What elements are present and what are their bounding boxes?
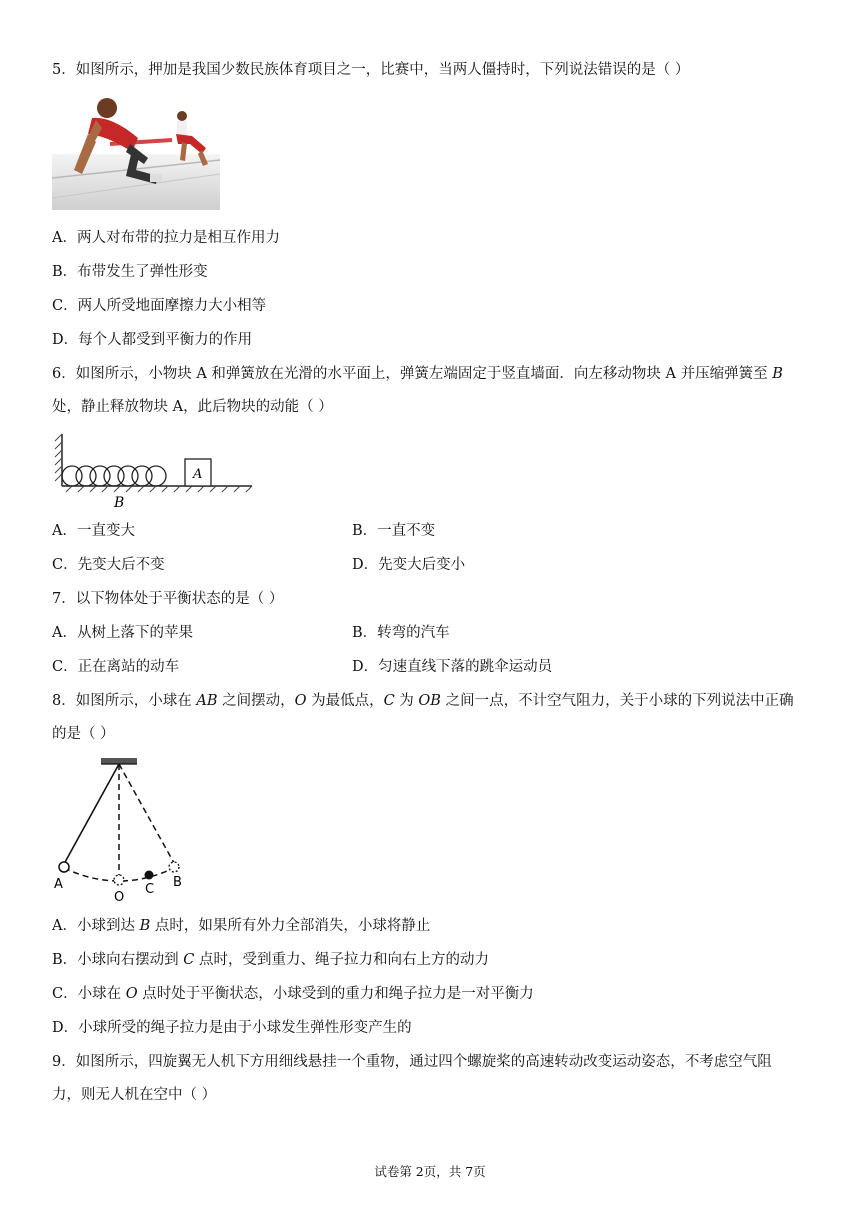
point-b-label: B <box>114 495 125 510</box>
ball-at-b <box>169 862 179 872</box>
q5-option-d: D．每个人都受到平衡力的作用 <box>52 332 253 348</box>
spring <box>62 466 166 486</box>
q6-option-a: A．一直变大 <box>52 523 135 539</box>
label-b: B <box>173 875 182 890</box>
q9-stem-line1: 9．如图所示，四旋翼无人机下方用细线悬挂一个重物，通过四个螺旋桨的高速转动改变运动姿态，不考虑空气阻 <box>52 1054 772 1070</box>
q5-figure-tug-of-war <box>52 94 220 210</box>
q7-option-b: B．转弯的汽车 <box>352 625 450 641</box>
q5-stem: 5．如图所示，押加是我国少数民族体育项目之一，比赛中，当两人僵持时，下列说法错误的是（ ） <box>52 62 690 78</box>
q6-figure-spring-block <box>52 430 262 510</box>
q8-option-b: B．小球向右摆动到 C 点时，受到重力、绳子拉力和向右上方的动力 <box>52 952 489 968</box>
q6-option-c: C．先变大后不变 <box>52 557 165 573</box>
label-o: O <box>114 890 125 904</box>
q5-option-a: A．两人对布带的拉力是相互作用力 <box>52 230 280 246</box>
q8-figure-pendulum <box>50 756 200 904</box>
q9-stem-line2: 力，则无人机在空中（ ） <box>52 1087 217 1103</box>
q6-stem-line1: 6．如图所示，小物块 A 和弹簧放在光滑的水平面上，弹簧左端固定于竖直墙面．向左移动物块 A 并压缩弹簧至 B <box>52 366 783 382</box>
block-label: A <box>193 467 203 482</box>
q8-option-d: D．小球所受的绳子拉力是由于小球发生弹性形变产生的 <box>52 1020 412 1036</box>
q6-option-b: B．一直不变 <box>352 523 436 539</box>
label-a: A <box>54 877 63 892</box>
ceiling <box>101 758 137 764</box>
q5-option-c: C．两人所受地面摩擦力大小相等 <box>52 298 267 314</box>
q8-option-a: A．小球到达 B 点时，如果所有外力全部消失，小球将静止 <box>52 918 431 934</box>
string-at-a <box>64 764 119 864</box>
q7-option-d: D．匀速直线下落的跳伞运动员 <box>352 659 553 675</box>
string-at-b <box>119 764 174 863</box>
ball-at-o <box>114 875 124 885</box>
q7-option-a: A．从树上落下的苹果 <box>52 625 193 641</box>
q6-stem-line2: 处，静止释放物块 A，此后物块的动能（ ） <box>52 399 333 415</box>
q8-option-c: C．小球在 O 点时处于平衡状态，小球受到的重力和绳子拉力是一对平衡力 <box>52 986 534 1002</box>
label-c: C <box>145 882 155 897</box>
q8-stem-line1: 8．如图所示，小球在 AB 之间摆动，O 为最低点，C 为 OB 之间一点，不计空气阻力，关于小球的下列说法中正确 <box>52 693 794 709</box>
q5-option-b: B．布带发生了弹性形变 <box>52 264 208 280</box>
ball-at-a <box>59 862 69 872</box>
q7-option-c: C．正在离站的动车 <box>52 659 180 675</box>
page-footer: 试卷第 2页，共 7页 <box>374 1164 486 1179</box>
q6-option-d: D．先变大后变小 <box>352 557 466 573</box>
ball-at-c <box>145 871 154 880</box>
q7-stem: 7．以下物体处于平衡状态的是（ ） <box>52 591 284 607</box>
q8-stem-line2: 的是（ ） <box>52 726 115 742</box>
